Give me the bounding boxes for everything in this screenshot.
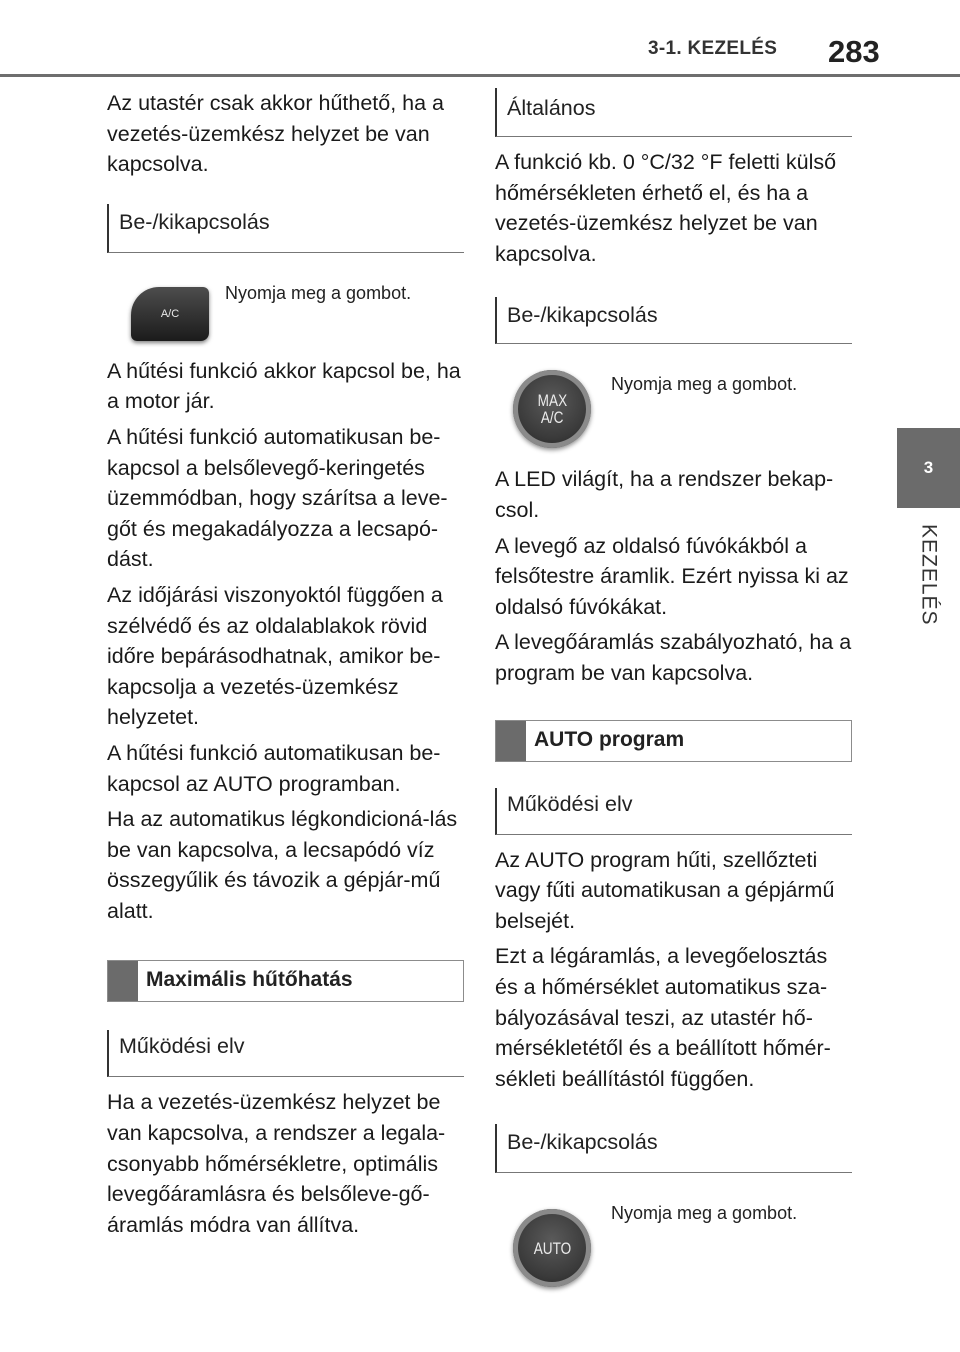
heading-block: [108, 961, 138, 1001]
auto-button-row: [495, 1201, 852, 1291]
paragraph: A levegőáramlás szabályozható, ha a program be van kapcsolva.: [495, 630, 852, 685]
auto-program-heading-text: AUTO program: [534, 727, 685, 751]
max-cooling-heading: [107, 960, 464, 1002]
ac-button-icon: [131, 287, 209, 341]
principle-heading: Működési elv: [107, 1030, 464, 1077]
ac-button-row: [107, 279, 464, 349]
max-ac-line1: MAX: [537, 391, 567, 411]
page-number: 283: [828, 34, 880, 69]
section-title: 3-1. KEZELÉS: [648, 38, 778, 59]
paragraph: Az időjárási viszonyoktól függően a szélvédő és az oldalablakok rövid időre bepárásodhatnak, amikor be-kapcsolja a vezetés-üzemkész helyzetet.: [107, 582, 443, 730]
max-paragraph: Ha a vezetés-üzemkész helyzet be van kapcsolva, a rendszer a legala-csonyabb hőmérsékletre, optimális levegőáramlásra és belsőleve-gő-áramlás módra van állítva.: [107, 1090, 446, 1237]
auto-paragraphs: [495, 845, 852, 1095]
intro-paragraph: Az utastér csak akkor hűthető, ha a vezetés-üzemkész helyzet be van kapcsolva.: [107, 91, 445, 177]
maxac-button-caption: Nyomja meg a gombot.: [611, 374, 798, 395]
auto-button-caption: Nyomja meg a gombot.: [611, 1203, 798, 1224]
paragraph: A hűtési funkció automatikusan be-kapcsol a belsőlevegő-keringetés üzemmódban, hogy szárítsa a leve-gőt és megakadályozza a lecsapó-dást.: [107, 424, 448, 572]
header-rule: [0, 74, 960, 77]
paragraph: A hűtési funkció automatikusan be-kapcsol az AUTO programban.: [107, 740, 441, 796]
cooling-paragraphs: [107, 356, 464, 927]
ac-button-label: A/C: [160, 307, 180, 320]
maxac-paragraphs: [495, 464, 852, 688]
chapter-tab-label: [897, 515, 960, 635]
maxac-button-row: [495, 366, 852, 456]
heading-block: [496, 721, 526, 761]
paragraph: Az AUTO program hűti, szellőzteti vagy fűti automatikusan a gépjármű belsejét.: [495, 847, 835, 933]
paragraph: Ha az automatikus légkondicioná-lás be van kapcsolva, a lecsapódó víz összegyűlik és távozik a gépjár-mű alatt.: [107, 807, 458, 923]
ac-button-caption: Nyomja meg a gombot.: [225, 282, 412, 303]
max-ac-button-icon: [513, 370, 591, 448]
chapter-tab-text: KEZELÉS: [917, 524, 941, 626]
auto-program-heading: [495, 720, 852, 762]
paragraph: A LED világít, ha a rendszer bekap-csol.: [495, 467, 834, 522]
general-heading: Általános: [495, 88, 852, 137]
auto-button-label: AUTO: [533, 1238, 571, 1258]
onoff-heading-2: Be-/kikapcsolás: [495, 1124, 852, 1173]
right-column: [495, 88, 852, 1291]
general-paragraph: A funkció kb. 0 °C/32 °F feletti külső hőmérsékleten érhető el, és ha a vezetés-üzemkész helyzet be van kapcsolva.: [495, 150, 837, 266]
left-column: [107, 88, 464, 1245]
max-cooling-heading-text: Maximális hűtőhatás: [146, 968, 353, 992]
onoff-heading: Be-/kikapcsolás: [107, 204, 464, 253]
paragraph: A levegő az oldalsó fúvókákból a felsőtestre áramlik. Ezért nyissa ki az oldalsó fúvókákat.: [495, 533, 849, 619]
chapter-tab-number: 3: [897, 428, 960, 508]
max-ac-line2: A/C: [540, 408, 564, 428]
paragraph: A hűtési funkció akkor kapcsol be, ha a motor jár.: [107, 358, 461, 414]
paragraph: Ezt a légáramlás, a levegőelosztás és a hőmérséklet automatikus sza-bályozásával teszi, az utastér hő-mérsékletétől és a beállított hőmér-sékleti beállítástól függően.: [495, 944, 831, 1091]
principle-heading: Működési elv: [495, 788, 852, 835]
auto-button-icon: [513, 1209, 591, 1287]
onoff-heading: Be-/kikapcsolás: [495, 297, 852, 344]
